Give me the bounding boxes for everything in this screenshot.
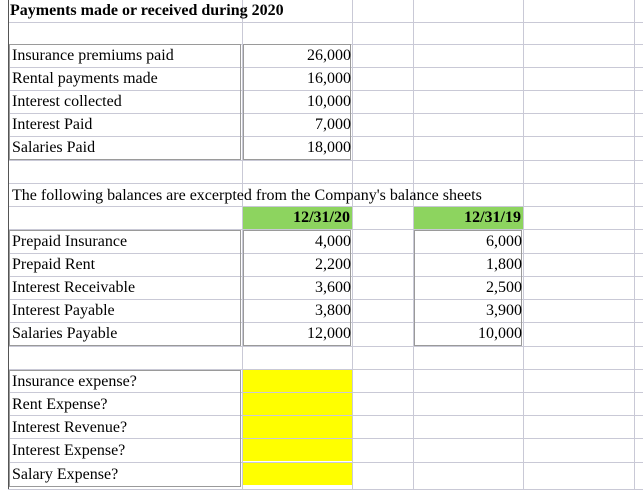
balance-2019-value[interactable]: 10,000 bbox=[478, 325, 522, 342]
balance-2019-value[interactable]: 1,800 bbox=[486, 256, 522, 273]
payment-label[interactable]: Insurance premiums paid bbox=[12, 47, 174, 64]
payment-value[interactable]: 26,000 bbox=[307, 47, 351, 64]
gridline-row bbox=[8, 160, 643, 161]
balance-2020-value[interactable]: 12,000 bbox=[307, 325, 351, 342]
balance-2020-value[interactable]: 2,200 bbox=[315, 256, 351, 273]
balance-2019-value[interactable]: 6,000 bbox=[486, 233, 522, 250]
gridline-col-e bbox=[523, 0, 524, 490]
sheet-bottom-border bbox=[8, 489, 643, 490]
question-label[interactable]: Interest Expense? bbox=[12, 442, 126, 459]
gridline-col-f bbox=[634, 0, 635, 490]
payment-value[interactable]: 10,000 bbox=[307, 93, 351, 110]
answer-cell-interest-expense[interactable] bbox=[243, 439, 352, 461]
balance-2020-value[interactable]: 3,600 bbox=[315, 279, 351, 296]
answer-cell-interest-revenue[interactable] bbox=[243, 416, 352, 438]
balance-label[interactable]: Prepaid Rent bbox=[12, 256, 96, 273]
question-label[interactable]: Salary Expense? bbox=[12, 466, 119, 483]
question-label[interactable]: Insurance expense? bbox=[12, 373, 137, 390]
balance-2019-value[interactable]: 3,900 bbox=[486, 302, 522, 319]
question-label[interactable]: Interest Revenue? bbox=[12, 419, 128, 436]
header-12-31-20[interactable]: 12/31/20 bbox=[243, 207, 352, 229]
payment-value[interactable]: 18,000 bbox=[307, 139, 351, 156]
payment-value[interactable]: 7,000 bbox=[315, 116, 351, 133]
payment-label[interactable]: Interest collected bbox=[12, 93, 122, 110]
balance-label[interactable]: Prepaid Insurance bbox=[12, 233, 128, 250]
answer-cell-salary-expense[interactable] bbox=[243, 463, 352, 485]
balance-label[interactable]: Salaries Payable bbox=[12, 325, 118, 342]
balance-label[interactable]: Interest Payable bbox=[12, 302, 115, 319]
gridline-row bbox=[8, 22, 643, 23]
payment-label[interactable]: Salaries Paid bbox=[12, 139, 96, 156]
payment-label[interactable]: Interest Paid bbox=[12, 116, 93, 133]
payment-value[interactable]: 16,000 bbox=[307, 70, 351, 87]
gridline-row bbox=[8, 346, 643, 347]
balance-label[interactable]: Interest Receivable bbox=[12, 279, 136, 296]
question-label[interactable]: Rent Expense? bbox=[12, 396, 108, 413]
balance-2020-value[interactable]: 3,800 bbox=[315, 302, 351, 319]
gridline-col-c bbox=[352, 0, 353, 490]
sheet-title: Payments made or received during 2020 bbox=[10, 2, 284, 19]
header-12-31-19[interactable]: 12/31/19 bbox=[414, 207, 523, 229]
answer-cell-rent-expense[interactable] bbox=[243, 393, 352, 415]
payment-label[interactable]: Rental payments made bbox=[12, 70, 158, 87]
answer-cell-insurance-expense[interactable] bbox=[243, 370, 352, 392]
balance-2020-value[interactable]: 4,000 bbox=[315, 233, 351, 250]
balance-2019-value[interactable]: 2,500 bbox=[486, 279, 522, 296]
balances-heading[interactable]: The following balances are excerpted from the Company's balance sheets bbox=[12, 187, 482, 204]
